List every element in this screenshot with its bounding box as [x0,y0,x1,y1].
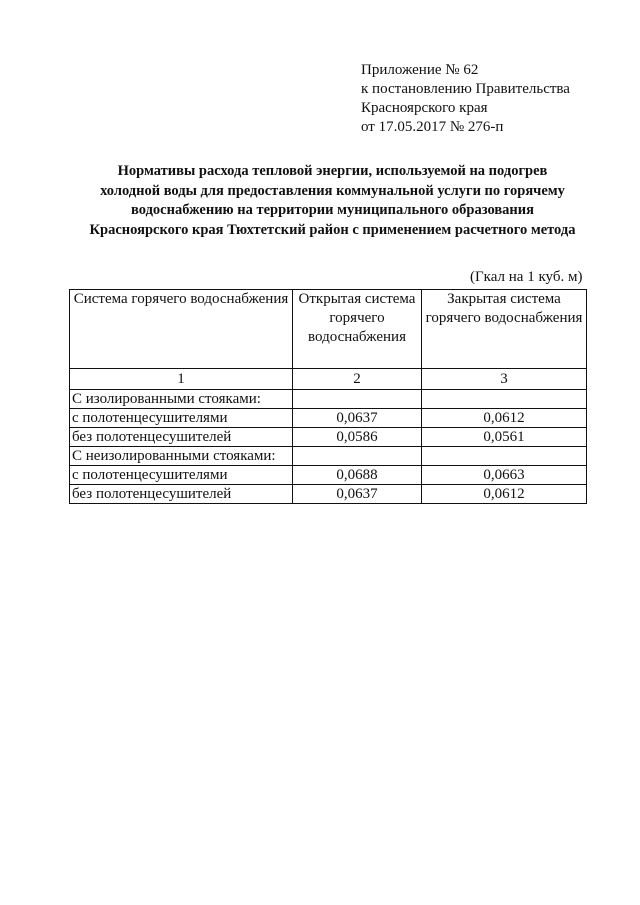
open-value: 0,0586 [293,428,422,447]
closed-value: 0,0561 [422,428,587,447]
table-header-row [70,290,587,369]
closed-value: 0,0663 [422,466,587,485]
column-number: 3 [422,369,587,390]
column-number: 2 [293,369,422,390]
appendix-number: Приложение № 62 [361,62,479,78]
title-line: холодной воды для предоставления коммунальной услуги по горячему [100,182,565,199]
table-row [70,409,587,428]
empty-cell [293,447,422,466]
empty-cell [422,447,587,466]
row-label: с полотенцесушителями [70,409,293,428]
open-value: 0,0637 [293,485,422,504]
column-number-row [70,369,587,390]
row-label: без полотенцесушителей [70,428,293,447]
column-number: 1 [70,369,293,390]
row-label: с полотенцесушителями [70,466,293,485]
group-row [70,447,587,466]
open-value: 0,0688 [293,466,422,485]
empty-cell [422,390,587,409]
row-label: без полотенцесушителей [70,485,293,504]
appendix-block [361,61,570,137]
appendix-date: от 17.05.2017 № 276-п [361,119,504,135]
open-value: 0,0637 [293,409,422,428]
group-label: С изолированными стояками: [70,390,293,409]
appendix-reference: к постановлению Правительства [361,81,570,97]
appendix-region: Красноярского края [361,100,488,116]
title-line: Красноярского края Тюхтетский район с применением расчетного метода [89,221,576,238]
title-line: водоснабжению на территории муниципального образования [131,202,534,218]
document-title [60,162,605,240]
header-closed-system: Закрытая система горячего водоснабжения [422,290,587,369]
closed-value: 0,0612 [422,409,587,428]
norms-table [69,289,587,504]
closed-value: 0,0612 [422,485,587,504]
table-row [70,428,587,447]
title-line: Нормативы расхода тепловой энергии, используемой на подогрев [117,163,548,179]
units-note: (Гкал на 1 куб. м) [470,269,583,285]
table-row [70,466,587,485]
header-system: Система горячего водоснабжения [70,290,293,369]
empty-cell [293,390,422,409]
table-row [70,485,587,504]
group-row [70,390,587,409]
group-label: С неизолированными стояками: [70,447,293,466]
header-open-system: Открытая система горячего водоснабжения [293,290,422,369]
